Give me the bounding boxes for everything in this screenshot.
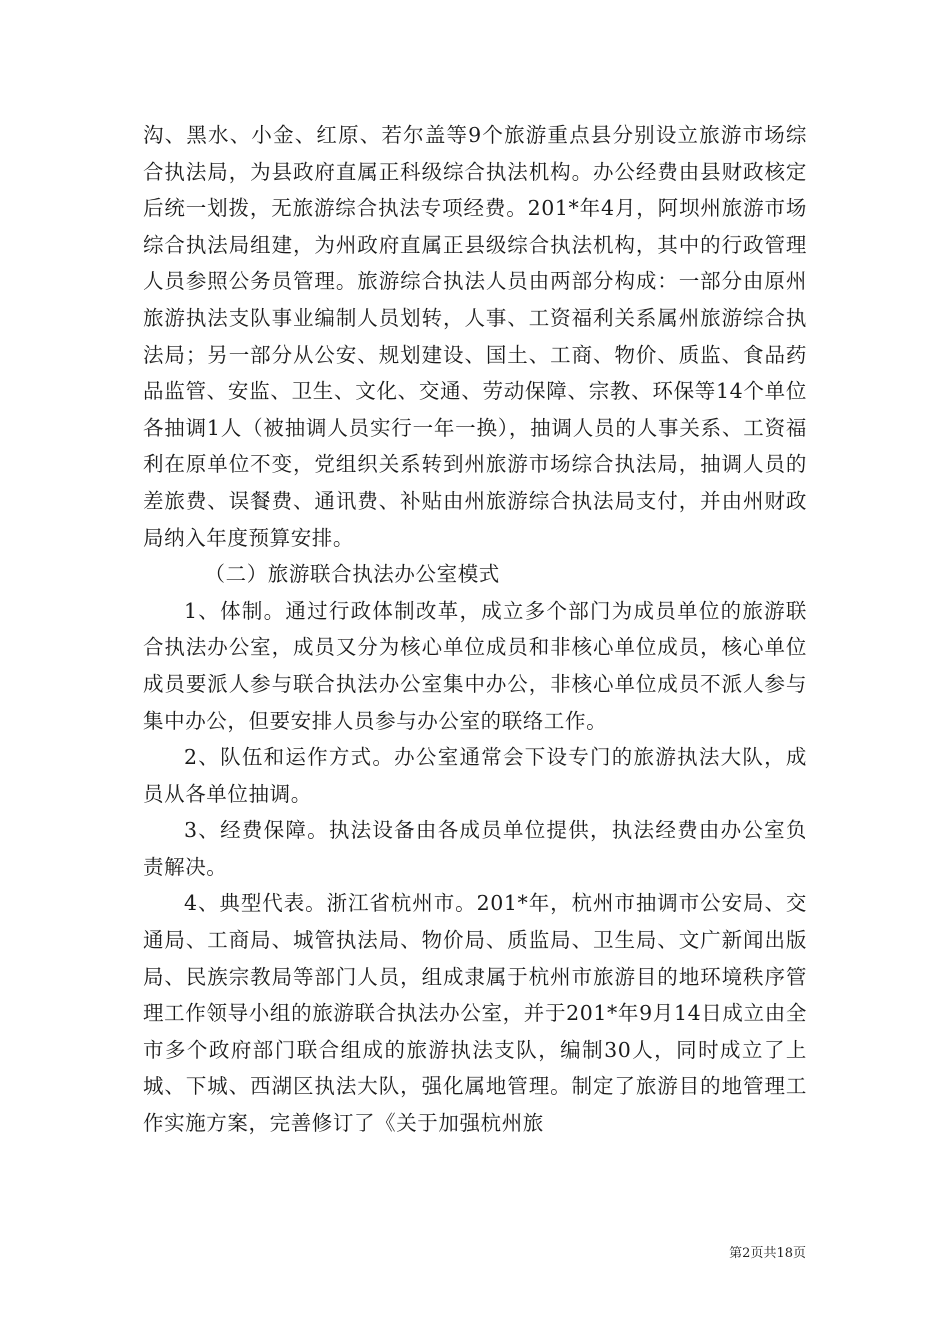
paragraph-team-operation: 2、队伍和运作方式。办公室通常会下设专门的旅游执法大队，成员从各单位抽调。 bbox=[143, 745, 807, 806]
paragraph-continuation: 沟、黑水、小金、红原、若尔盖等9个旅游重点县分别设立旅游市场综合执法局，为县政府直属正科级综合执法机构。办公经费由县财政核定后统一划拨，无旅游综合执法专项经费。201*年4月，阿坝州旅游市场综合执法局组建，为州政府直属正县级综合执法机构，其中的行政管理人员参照公务员管理。旅游综合执法人员由两部分构成：一部分由原州旅游执法支队事业编制人员划转，人事、工资福利关系属州旅游综合执法局；另一部分从公安、规划建设、国土、工商、物价、质监、食品药品监管、安监、卫生、文化、交通、劳动保障、宗教、环保等14个单位各抽调1人（被抽调人员实行一年一换），抽调人员的人事关系、工资福利在原单位不变，党组织关系转到州旅游市场综合执法局，抽调人员的差旅费、误餐费、通讯费、补贴由州旅游综合执法局支付，并由州财政局纳入年度预算安排。 bbox=[143, 123, 807, 550]
paragraph-system: 1、体制。通过行政体制改革，成立多个部门为成员单位的旅游联合执法办公室，成员又分为核心单位成员和非核心单位成员，核心单位成员要派人参与联合执法办公室集中办公，非核心单位成员不派人参与集中办公，但要安排人员参与办公室的联络工作。 bbox=[143, 598, 807, 733]
document-body bbox=[143, 117, 807, 1142]
section-heading: （二）旅游联合执法办公室模式 bbox=[204, 562, 500, 587]
paragraph-funding: 3、经费保障。执法设备由各成员单位提供，执法经费由办公室负责解决。 bbox=[143, 818, 807, 879]
paragraph-typical-example: 4、典型代表。浙江省杭州市。201*年，杭州市抽调市公安局、交通局、工商局、城管执法局、物价局、质监局、卫生局、文广新闻出版局、民族宗教局等部门人员，组成隶属于杭州市旅游目的地环境秩序管理工作领导小组的旅游联合执法办公室，并于201*年9月14日成立由全市多个政府部门联合组成的旅游执法支队，编制30人，同时成立了上城、下城、西湖区执法大队，强化属地管理。制定了旅游目的地管理工作实施方案，完善修订了《关于加强杭州旅 bbox=[143, 891, 807, 1136]
page-number-footer: 第2页共18页 bbox=[729, 1246, 806, 1261]
